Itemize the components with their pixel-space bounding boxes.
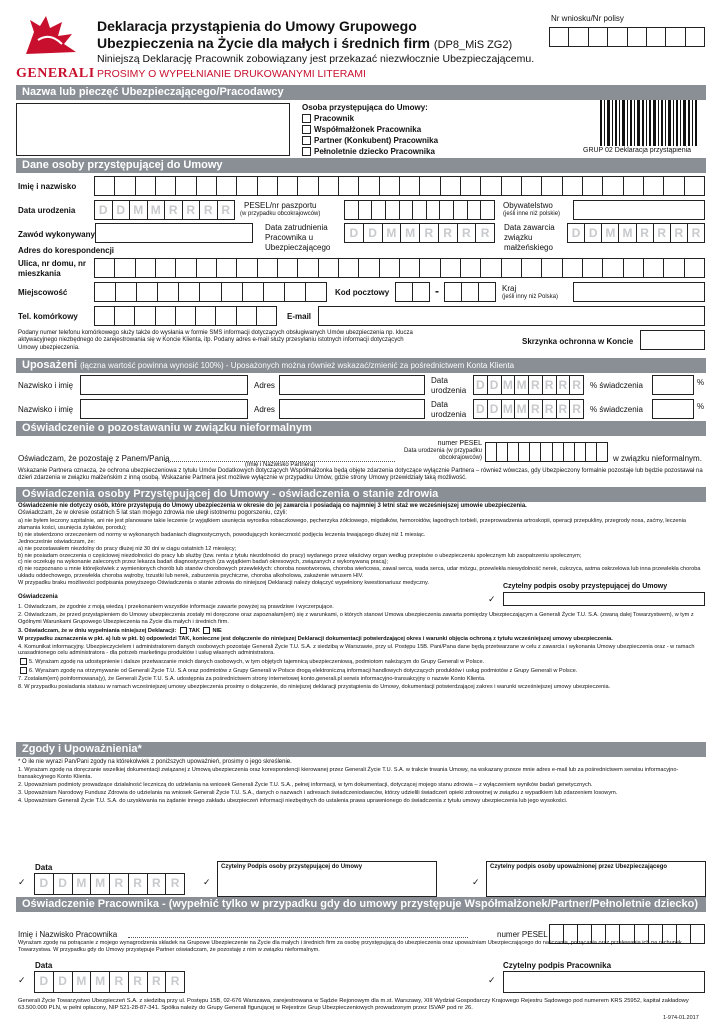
employee-date-label: Data — [35, 961, 53, 970]
dob-field[interactable]: D D M M R R R R — [95, 200, 235, 220]
section-beneficiaries-title — [16, 358, 706, 373]
ben2-address-field[interactable] — [279, 399, 425, 419]
checkbox[interactable] — [302, 114, 311, 123]
section-employee-title: Oświadczenie Pracownika - (wypełnić tylko w przypadku gdy do umowy przystępuje Współmałżonek/Partner/Pełnoletnie dziecko) — [16, 897, 706, 912]
instruction-text: Niniejszą Deklarację Pracownik zobowiązany jest przekazać niezwłocznie Ubezpieczającemu. — [97, 53, 535, 65]
dob-label: Data urodzenia — [18, 206, 76, 215]
cohabitation-note: Wskazanie Partnera oznacza, że ochrona ubezpieczeniowa z tytułu Umów Dodatkowych dotyczących Współmałżonka będą objęte zdarzenia dotyczące wyłącznie Partnera – również wówczas, gdy Ubezpieczony formalnie pozostaje lub będzie pozostawał na dzień zdarzenia w związku małżeńskim z inną osobą. Wskazanie Partnera jest możliwe wyłącznie w przypadku Umów, gdzie strony Umowy przewidziały taką możliwość. — [18, 468, 703, 482]
health-intro: Oświadczam, że w okresie ostatnich 5 lat stan mojego zdrowia nie uległ istotnemu pogorszeniu, czyli: — [18, 510, 288, 516]
condition-item: b) nie stwierdzono orzeczeniem od normy w wykonanych badaniach diagnostycznych, powodujących konieczność podjęcia leczenia trwającego dłużej niż 1 miesiąc. — [18, 531, 426, 538]
ben2-dob-label: Data urodzenia — [431, 400, 467, 419]
checkmark-icon: ✓ — [18, 877, 26, 887]
lion-icon — [16, 10, 91, 62]
street-field[interactable] — [95, 258, 705, 278]
mailbox-checkbox[interactable] — [640, 330, 705, 350]
no-checkbox[interactable] — [203, 627, 210, 634]
cohabitation-suffix: w związku nieformalnym. — [613, 454, 702, 463]
checkmark-icon: ✓ — [488, 594, 496, 604]
ben2-name-field[interactable] — [80, 399, 248, 419]
partner-pesel-field[interactable] — [486, 442, 608, 462]
section-cohabitation-title: Oświadczenie o pozostawaniu w związku nieformalnym — [16, 421, 706, 436]
phone-label: Tel. komórkowy — [18, 312, 78, 321]
consents-note: * O ile nie wyrazi Pan/Pani zgody na którekolwiek z poniższych upoważnień, prosimy o jego skreślenie. — [18, 759, 292, 765]
city-label: Miejscowość — [18, 288, 68, 297]
person-type-heading: Osoba przystępująca do Umowy: — [302, 103, 428, 112]
marriage-date-label: Data zawarcia związku małżeńskiego — [504, 223, 555, 252]
policy-number-field[interactable] — [550, 27, 705, 47]
yes-checkbox[interactable] — [180, 627, 187, 634]
statement-text: 6. Wyrażam zgodę na otrzymywanie od Generali Życie T.U. S.A oraz podmiotów z Grupy Generali w Polsce drogą elektroniczną informacji handlowych dotyczących produktów i usług podmiotów z Grupy Generali w Polsce. — [29, 668, 578, 675]
ben2-percent: % — [697, 402, 705, 411]
statement-item-3 — [18, 627, 706, 635]
option-employee[interactable] — [302, 113, 438, 124]
ben1-name-field[interactable] — [80, 375, 248, 395]
checkmark-icon: ✓ — [488, 975, 496, 985]
option-label: Partner (Konkubent) Pracownika — [314, 136, 439, 145]
footer-form-code: 1-974-01.2017 — [663, 1015, 699, 1021]
ben1-percent: % — [697, 378, 705, 387]
option-spouse[interactable] — [302, 124, 438, 135]
option-label: Pełnoletnie dziecko Pracownika — [314, 147, 435, 156]
logo-text: GENERALI — [16, 66, 95, 81]
citizenship-label: Obywatelstwo — [503, 201, 553, 210]
no-label: NIE — [212, 627, 222, 634]
statement-item-6 — [18, 667, 706, 675]
beneficiaries-title: Uposażeni — [22, 359, 78, 371]
option-label: Pracownik — [314, 114, 355, 123]
checkmark-icon: ✓ — [18, 975, 26, 985]
condition-item: a) nie byłem leczony szpitalnie, ani nie jest planowane takie leczenie (z wyjątkiem usunięcia wyrostka robaczkowego, pęcherzyka żółciowego, migdałków, hemoroidów, łagodnych torbieli, przeprowadzenia artroskopii, operacji przepukliny, przegrody nosa, zaćmy, leczenia złamania kości, usunięcia żylaków, porodu); — [18, 518, 686, 531]
country-label: Kraj — [502, 284, 517, 293]
statements-heading: Oświadczenia — [18, 594, 58, 600]
ben1-name-label: Nazwisko i imię — [18, 381, 74, 390]
statement-item: 4. Komunikat informacyjny. Ubezpieczycielem i administratorem danych osobowych pozostaje Generali Życie T.U. S.A. z siedzibą w Warszawie, przy ul. Postępu 15B. Pani/Pana dane będą przetwarzane w celu z zawarcia i wykonania Umowy ubezpieczenia oraz - w ramach uzasadnionego celu administratora - dla potrzeb marketingu produktów i usług własnych administratora. — [18, 643, 695, 657]
street-label: Ulica, nr domu, nr mieszkania — [18, 259, 87, 278]
ben1-dob-field[interactable]: D D M M R R R R — [474, 375, 584, 395]
employee-name-label: Imię i Nazwisko Pracownika — [18, 930, 118, 939]
pesel-field[interactable] — [345, 200, 495, 220]
person-type-options — [302, 113, 438, 157]
checkbox[interactable] — [302, 136, 311, 145]
statement-item: 8. W przypadku posiadania statusu w ramach wcześniejszej umowy ubezpieczenia prosimy o dołączenie, do niniejszej deklaracji przystąpienia do Umowy, dokumentacji potwierdzającej zakres i warunki wcześniejszej umowy ubezpieczenia. — [18, 684, 611, 691]
consent-checkbox[interactable] — [20, 658, 27, 665]
ben1-dob-label: Data urodzenia — [431, 376, 467, 395]
condition-item: b) nie posiadam orzeczenia o częściowej niezdolności do pracy lub służby (tzw. renta z tytułu niezdolności do pracy) wydanego przez właściwy organ według przepisów o ubezpieczeniu społecznym lub zaopatrzeniu społecznym; — [18, 552, 582, 559]
beneficiaries-subtitle: (łączna wartość powinna wynosić 100%) - Uposażonych można również wskazać/zmienić za pośrednictwem Konta Klienta — [80, 361, 515, 370]
consents-signature1-field[interactable] — [217, 861, 437, 897]
health-statements — [18, 604, 706, 691]
email-field[interactable] — [318, 306, 705, 326]
consents-signature2-field[interactable] — [486, 861, 706, 897]
checkbox[interactable] — [302, 125, 311, 134]
consent-item: 4. Upoważniam Generali Życie T.U. S.A. do uzyskiwania na żądanie innego zakładu ubezpieczeń informacji niezbędnych do ustalenia prawa uprawnionego do świadczenia z tytułu umowy ubezpieczenia lub jego wysokości. — [18, 797, 568, 804]
occupation-label: Zawód wykonywany — [18, 230, 95, 239]
consent-item: 3. Upoważniam Narodowy Fundusz Zdrowia do udzielania na wniosek Generali Życie T.U. S.A., danych o nazwach i adresach świadczeniodawców, którzy udzielili świadczeń opieki zdrowotnej w związku z wypadkiem lub zdarzeniem losowym. — [18, 789, 618, 796]
employment-date-label: Data zatrudnienia Pracownika u Ubezpieczającego — [265, 223, 331, 252]
section-person-title: Dane osoby przystępującej do Umowy — [16, 158, 706, 173]
sms-note: Podany numer telefonu komórkowego służy także do wysłania w formie SMS informacji dotyczących obsługiwanych Umów ubezpieczenia np. klucza aktywacyjnego niezbędnego do zarejestrowania się w Koncie Klienta, itp. Podany adres e-mail służy przesyłaniu istotnych informacji dotyczących Umowy ubezpieczenia. — [18, 330, 413, 351]
health-conditions — [18, 518, 706, 587]
ben2-name-label: Nazwisko i imię — [18, 405, 74, 414]
employment-date-field[interactable]: D D M M R R R R — [345, 223, 495, 243]
checkmark-icon: ✓ — [203, 877, 211, 887]
ben2-share-field[interactable] — [652, 399, 694, 419]
employee-text: Wyrażam zgodę na potrącanie z mojego wynagrodzenia składek na Grupowe Ubezpieczenie na Życie dla małych i średnich firm za osobę przystępującą do ubezpieczenia oraz upoważniam Ubezpieczającego do naliczania, potrącania oraz przelewania ich na rachunek Towarzystwa. W przypadku gdy do Umowy przystępuje Partner oświadczam, że pozostaję z nim w związku nieformalnym. — [18, 940, 682, 953]
name-field[interactable] — [95, 176, 705, 196]
consents-date-field[interactable]: D D M M R R R R — [35, 873, 185, 895]
form-code: (DP8_MiS ZG2) — [433, 39, 513, 51]
ben1-share-field[interactable] — [652, 375, 694, 395]
policy-number-label: Nr wniosku/Nr polisy — [551, 14, 624, 23]
condition-item: a) nie pozostawałem niezdolny do pracy dłużej niż 30 dni w ciągu ostatnich 12 miesięcy; — [18, 545, 237, 552]
occupation-field[interactable] — [95, 223, 253, 243]
postcode-field[interactable]: - — [396, 282, 496, 302]
mailbox-label: Skrzynka ochronna w Koncie — [522, 337, 634, 346]
partner-dob-label: Data urodzenia (w przypadku obcokrajowców) — [403, 448, 482, 462]
employee-date-field[interactable]: D D M M R R R R — [35, 971, 185, 993]
employee-pesel-label: numer PESEL — [497, 930, 548, 939]
postcode-label: Kod pocztowy — [335, 288, 390, 297]
checkmark-icon: ✓ — [472, 877, 480, 887]
section-health-title: Oświadczenia osoby Przystępującej do Umowy - oświadczenia o stanie zdrowia — [16, 487, 706, 502]
ben1-share-label: % świadczenia — [590, 381, 643, 390]
phone-field[interactable] — [95, 306, 277, 326]
condition-item: c) nie oczekuję na wykonanie zaleconych przez lekarza badań diagnostycznych (za wyjątkiem badań okresowych, związanych z wykonywaną pracą); — [18, 559, 388, 566]
consents-items — [18, 767, 706, 805]
ben1-address-field[interactable] — [279, 375, 425, 395]
insurer-stamp-field[interactable] — [16, 103, 290, 156]
cohabitation-statement: Oświadczam, że pozostaję z Panem/Panią — [18, 454, 170, 463]
yes-label: TAK — [188, 627, 200, 634]
marriage-date-field[interactable]: D D M M R R R R — [568, 223, 705, 243]
citizenship-field[interactable] — [573, 200, 705, 220]
consent-item: 1. Wyrażam zgodę na doręczanie wszelkiej dokumentacji związanej z Umową ubezpieczenia oraz korespondencji kierowanej przez Generali Życie T.U. S.A. w trakcie trwania Umowy, na wskazany przeze mnie adres e-mail lub za pośrednictwem serwisu informacyjno-transakcyjnego Konto Klienta. — [18, 767, 679, 780]
form-title-line2: Ubezpieczenia na Życie dla małych i średnich firm — [97, 35, 431, 51]
partner-pesel-label: numer PESEL — [437, 440, 482, 447]
ben2-dob-field[interactable]: D D M M R R R R — [474, 399, 584, 419]
pesel-label: PESEL/nr paszportu — [244, 201, 317, 210]
city-field[interactable] — [95, 282, 327, 302]
consents-date-label: Data — [35, 863, 53, 872]
consents-signature1-label: Czytelny Podpis osoby przystępującej do Umowy — [221, 864, 363, 870]
ben1-address-label: Adres — [254, 381, 275, 390]
form-title-line1: Deklaracja przystąpienia do Umowy Grupowego — [97, 18, 417, 34]
ben2-address-label: Adres — [254, 405, 275, 414]
employee-signature-label: Czytelny podpis Pracownika — [503, 961, 612, 970]
barcode — [598, 100, 698, 146]
consent-item: 2. Upoważniam podmioty prowadzące działalność leczniczą do udzielania na wniosek Generali Życie T.U. S.A., pełnej informacji, w tym dokumentacji, dotyczącej mojego stanu zdrowia – z wyłączeniem wyników badań genetycznych. — [18, 781, 593, 788]
citizenship-note: (jeśli inne niż polskie) — [503, 211, 561, 217]
statement-item: 2. Oświadczam, że przed przystąpieniem do Umowy ubezpieczenia zostały mi doręczone oraz zapoznałam(em) się z warunkami, o których stanowi Umowa ubezpieczenia zawarta pomiędzy Ubezpieczającym a Generali Życie T.U. S.A. (zwaną dalej Towarzystwem), w tym z Ogólnymi Warunkami Grupowego Ubezpieczenia na Życie dla małych i średnich firm. — [18, 611, 694, 625]
condition-item: d) nie rozpoznano u mnie którejkolwiek z wymienionych chorób lub stanów chorobowych przewlekłych: choroba nowotworowa, choroba wieńcowa, zawał serca, wada serca, udar mózgu, przewlekła niewydolność nerek, cukrzyca, astma oskrzelowa lub inna przewlekła choroba układu oddechowego, przewlekła choroba wątroby, trzustki lub nerek, zaburzenia psychiczne, choroba alkoholowa, zakażenie wirusem HIV. — [18, 566, 701, 580]
checkbox[interactable] — [302, 147, 311, 156]
statement-text: 5. Wyrażam zgodę na udostępnienie i dalsze przetwarzanie moich danych osobowych, w tym objętych tajemnicą ubezpieczeniową, podmiotom należącym do Grupy Generali w Polsce. — [29, 659, 485, 666]
statement-item-5 — [18, 658, 706, 666]
option-partner[interactable] — [302, 135, 438, 146]
statement-item: W przypadku zaznaczenia w pkt. a) lub w pkt. b) odpowiedzi TAK, konieczne jest dołączenie do niniejszej Deklaracji dokumentacji potwierdzającej okres i warunki objęcia ochroną z tytułu wcześniejszej umowy ubezpieczenia. — [18, 635, 613, 642]
pesel-note: (w przypadku obcokrajowców) — [240, 211, 321, 217]
condition-item: W przypadku braku możliwości podpisania powyższego Oświadczenia o stanie zdrowia do niniejszej Deklaracji należy dołączyć wypełniony kwestionariusz medyczny. — [18, 580, 429, 587]
consent-checkbox[interactable] — [20, 667, 27, 674]
option-label: Współmałżonek Pracownika — [314, 125, 422, 134]
statement-text: 3. Oświadczam, że w dniu wypełniania niniejszej Deklaracji: — [18, 627, 177, 634]
option-adult-child[interactable] — [302, 146, 438, 157]
name-label: Imię i nazwisko — [18, 182, 77, 191]
employee-name-field[interactable] — [128, 937, 468, 938]
address-label: Adres do korespondencji — [18, 246, 115, 255]
statement-item: 7. Zostałam(em) poinformowana(y), że Generali Życie T.U. S.A. udostępnia za pośrednictwem strony internetowej konto.generali.pl serwis informacyjno-transakcyjny o nazwie Konto Klienta. — [18, 676, 486, 683]
health-signature-label: Czytelny podpis osoby przystępującej do Umowy — [503, 583, 668, 590]
email-label: E-mail — [287, 312, 312, 321]
section-consents-title: Zgody i Upoważnienia* — [16, 742, 706, 757]
generali-logo — [16, 10, 95, 81]
consents-signature2-label: Czytelny podpis osoby upoważnionej przez Ubezpieczającego — [490, 864, 668, 870]
country-field[interactable] — [573, 282, 705, 302]
barcode-caption: GRUP 02 Deklaracja przystąpienia — [583, 147, 692, 154]
employee-signature-field[interactable] — [503, 971, 705, 993]
print-note: PROSIMY O WYPEŁNIANIE DRUKOWANYMI LITERAMI — [97, 68, 366, 80]
condition-item: Jednocześnie oświadczam, że: — [18, 538, 96, 545]
partner-name-note: (Imię i Nazwisko Partnera) — [245, 462, 316, 468]
health-lead: Oświadczenie nie dotyczy osób, które przystępują do Umowy ubezpieczenia w okresie do jej zawarcia i posiadają co najmniej 3 letni staż we wcześniejszej umowie ubezpieczenia. — [18, 503, 527, 509]
statement-item: 1. Oświadczam, że zgodnie z moją wiedzą i przekonaniem wszystkie informacje zawarte powyżej są prawdziwe i wyczerpujące. — [18, 604, 334, 610]
ben2-share-label: % świadczenia — [590, 405, 643, 414]
section-insurer-title: Nazwa lub pieczęć Ubezpieczającego/Pracodawcy — [16, 85, 706, 100]
country-note: (jeśli inny niż Polska) — [502, 294, 559, 300]
footer-company: Generali Życie Towarzystwo Ubezpieczeń S.A. z siedzibą przy ul. Postępu 15B, 02-676 Warszawa, zarejestrowana w Sądzie Rejonowym dla m.st. Warszawy, XIII Wydział Gospodarczy Krajowego Rejestru Sądowego pod numerem KRS 25952, kapitał zakładowy 63.500.000 PLN, w pełni opłacony, NIP 521-28-87-341. Spółka należy do Grupy Generali figurującej w Rejestrze Grup Ubezpieczeniowych prowadzonym przez ISVAP pod nr 26. — [18, 998, 689, 1011]
